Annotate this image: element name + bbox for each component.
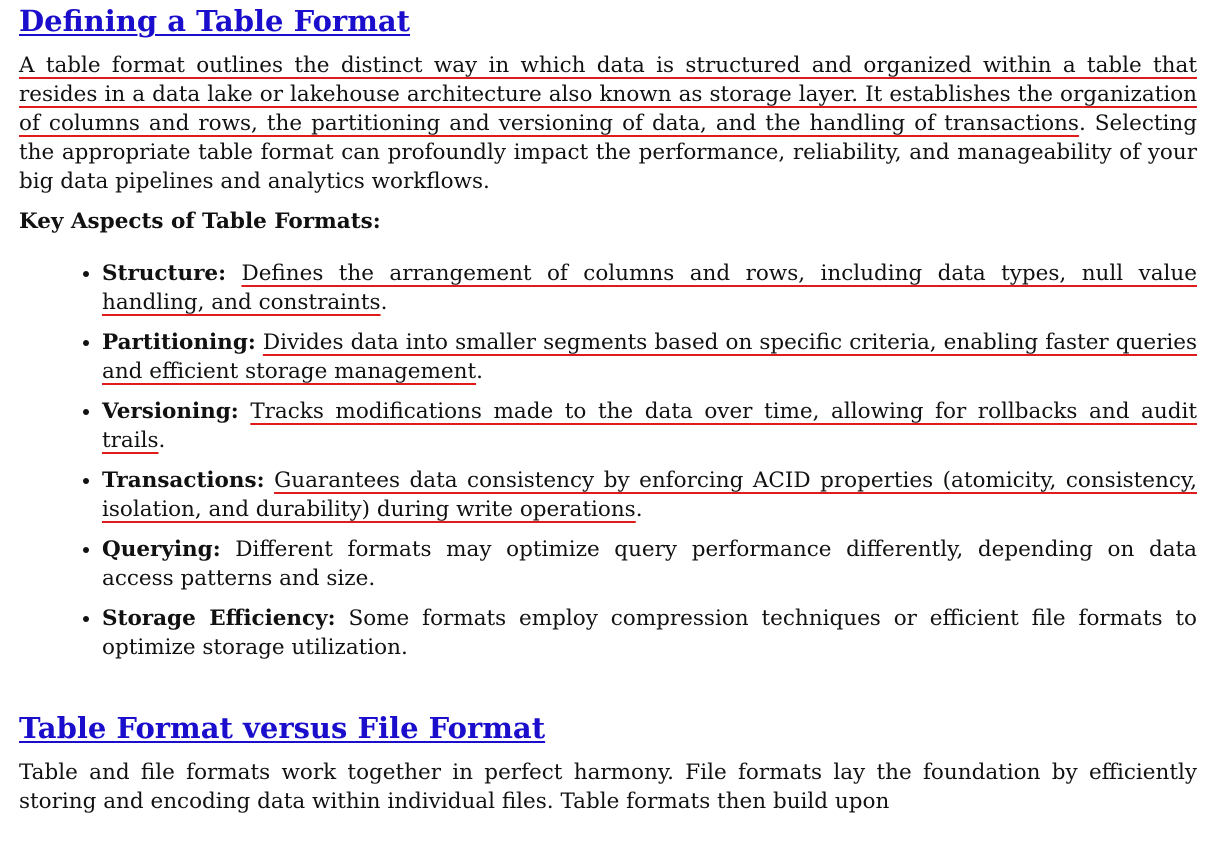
list-item-text: . <box>158 427 166 453</box>
list-item-partitioning <box>102 328 1197 386</box>
list-item-text: . <box>635 496 643 522</box>
list-item-querying <box>102 535 1197 593</box>
highlighted-text: Divides data into smaller segments based on specific criteria, enabling faster queries and efficient storage management <box>102 329 1198 384</box>
highlighted-text: Defines the arrangement of columns and rows, including data types, null value handling, and constraints <box>102 260 1197 315</box>
list-item-text: . <box>380 289 388 315</box>
highlighted-text: Guarantees data consistency by enforcing ACID properties (atomicity, consistency, isolation, and durability) during write operations <box>102 467 1198 522</box>
list-item-text: . <box>476 358 483 384</box>
list-item-term: Transactions: <box>102 467 265 493</box>
list-item-term: Querying: <box>102 536 221 562</box>
list-item-storage-efficiency <box>102 604 1197 662</box>
heading-link-table-vs-file-format[interactable]: Table Format versus File Format <box>19 710 546 745</box>
highlighted-text: Tracks modifications made to the data over time, allowing for rollbacks and audit trails <box>102 398 1197 453</box>
paragraph-text: . Selecting the appropriate table format can profoundly impact the performance, reliability, and manageability of your big data pipelines and analytics workflows. <box>19 110 1198 194</box>
section-heading-defining-table-format <box>19 0 1197 39</box>
section-heading-table-vs-file-format <box>19 711 1197 746</box>
section2-paragraph: Table and file formats work together in perfect harmony. File formats lay the foundation by efficiently storing and encoding data within individual files. Table formats then build upon <box>19 759 1197 814</box>
list-item-term: Storage Efficiency: <box>102 605 336 631</box>
list-item-term: Versioning: <box>102 398 239 424</box>
key-aspects-title: Key Aspects of Table Formats: <box>19 208 381 234</box>
list-item-term: Partitioning: <box>102 329 256 355</box>
list-item-term: Structure: <box>102 260 227 286</box>
list-item-transactions <box>102 466 1197 524</box>
heading-link-defining-table-format[interactable]: Defining a Table Format <box>19 4 411 38</box>
list-item-versioning <box>102 397 1197 455</box>
list-item-structure <box>102 259 1197 317</box>
intro-paragraph <box>19 51 1197 196</box>
highlighted-text: A table format outlines the distinct way in which data is structured and organized within a table that resides in a data lake or lakehouse architecture also known as storage layer. It establishes the organization of columns and rows, the partitioning and versioning of data, and the handling of transactions <box>19 52 1197 136</box>
list-item-text: Different formats may optimize query performance differently, depending on data access patterns and size. <box>102 536 1197 591</box>
aspects-list <box>19 259 1197 662</box>
list-item-text: Some formats employ compression techniques or efficient file formats to optimize storage utilization. <box>102 605 1197 660</box>
